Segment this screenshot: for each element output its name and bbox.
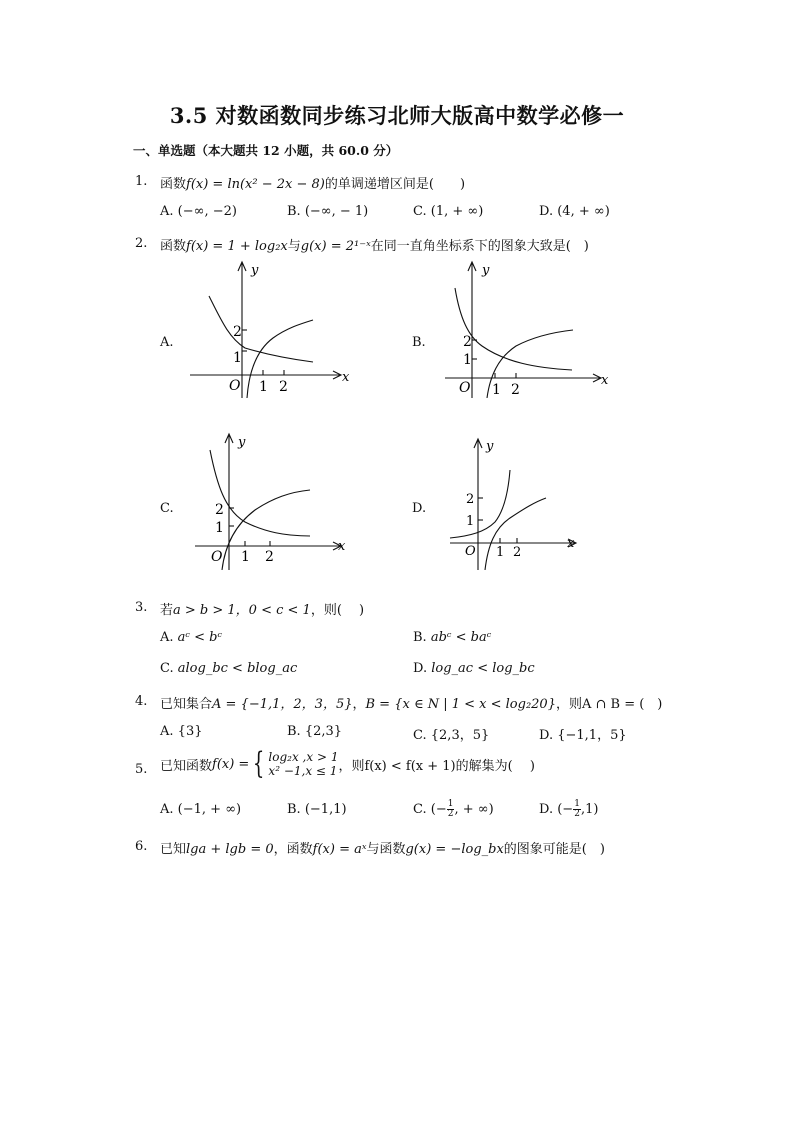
origin-label: O — [459, 380, 471, 396]
question-4-stem — [160, 693, 662, 712]
curve-g — [209, 296, 313, 362]
question-2-stem — [160, 235, 589, 254]
piecewise-case-2: x² −1,x ≤ 1 — [268, 764, 338, 778]
option-label: A. — [160, 630, 174, 645]
question-3-number: 3. — [135, 600, 148, 615]
y-tick-label-2: 2 — [466, 492, 475, 507]
section-header: 一、单选题（本大题共 12 小题，共 60.0 分） — [133, 143, 399, 158]
option-text: (−∞, − 1) — [304, 204, 369, 219]
question-3-option-d[interactable] — [413, 661, 535, 676]
origin-label: O — [211, 549, 223, 565]
axis-label-y: y — [486, 439, 494, 454]
question-2-option-b[interactable]: B. — [412, 335, 426, 350]
question-6-stem-pre: 已知 — [160, 842, 187, 857]
option-text-pre: (− — [557, 801, 574, 817]
question-6-stem-mid2: 与函数 — [366, 842, 406, 857]
question-2-function-g: g(x) = 2¹⁻ˣ — [300, 239, 371, 254]
fraction-one-half — [447, 800, 455, 819]
y-tick-label-2: 2 — [463, 334, 472, 350]
y-tick-label-1: 1 — [466, 514, 475, 529]
question-6-number: 6. — [135, 839, 148, 854]
x-tick-label-2: 2 — [511, 382, 520, 398]
option-label: B. — [287, 724, 301, 739]
axis-label-x: x — [338, 539, 346, 554]
question-3-stem-post: ，则( ) — [310, 603, 365, 618]
option-label: C. — [413, 801, 427, 817]
option-text: (−∞, −2) — [177, 204, 237, 219]
question-6-function-g: g(x) = −log_bx — [405, 842, 504, 857]
graph-a[interactable] — [185, 258, 360, 398]
piecewise-brace: { — [253, 746, 265, 781]
question-2-option-c[interactable]: C. — [160, 501, 174, 516]
axis-label-x: x — [342, 370, 350, 385]
graph-c[interactable] — [185, 430, 360, 570]
option-label: D. — [539, 204, 554, 219]
question-1-function: f(x) = ln(x² − 2x − 8) — [186, 177, 325, 192]
x-tick-label-2: 2 — [265, 549, 274, 565]
option-text: (−1, + ∞) — [177, 802, 242, 817]
question-6-stem-post: 的图象可能是( ) — [503, 842, 605, 857]
option-label: B. — [287, 204, 301, 219]
x-tick-label-2: 2 — [279, 379, 288, 395]
question-4-stem-pre: 已知集合 — [160, 697, 213, 712]
piecewise-case-1: log₂x ,x > 1 — [268, 750, 339, 764]
y-tick-label-1: 1 — [233, 350, 242, 366]
axis-label-y: y — [251, 263, 259, 278]
question-4-option-d[interactable] — [539, 724, 627, 743]
question-6-stem-mid: ，函数 — [273, 842, 313, 857]
question-5-function: f(x) = — [212, 756, 250, 772]
x-tick-label-1: 1 — [496, 545, 505, 560]
y-tick-label-2: 2 — [215, 502, 224, 518]
axis-label-y: y — [238, 435, 246, 450]
option-label: D. — [539, 728, 554, 743]
y-tick-label-1: 1 — [215, 520, 224, 536]
fraction-denominator: 2 — [447, 808, 454, 819]
graph-b[interactable] — [440, 258, 615, 398]
option-text: log_ac < log_bc — [431, 661, 535, 676]
question-4-set-b: B = {x ∈ N | 1 < x < log₂20} — [365, 697, 556, 712]
option-text: {2,3，5} — [430, 728, 490, 743]
option-text-post: ,1) — [580, 801, 599, 817]
question-1-option-a[interactable] — [160, 204, 237, 219]
question-4-stem-post: ，则A ∩ B = ( ) — [555, 697, 663, 712]
question-5-number: 5. — [135, 762, 148, 777]
question-5-option-a[interactable] — [160, 802, 241, 817]
fraction-numerator: 1 — [447, 798, 454, 809]
option-text: (1, + ∞) — [430, 204, 484, 219]
option-label: C. — [160, 661, 174, 676]
origin-label: O — [465, 544, 476, 559]
origin-label: O — [229, 378, 241, 394]
question-2-option-a[interactable]: A. — [160, 335, 174, 350]
option-text-post: , + ∞) — [454, 801, 494, 817]
question-4-option-b[interactable] — [287, 724, 342, 739]
x-tick-label-1: 1 — [259, 379, 268, 395]
question-5-option-d[interactable] — [539, 797, 598, 821]
question-4-set-a: A = {−1,1，2，3，5} — [212, 697, 353, 712]
question-6-condition: lga + lgb = 0 — [186, 842, 274, 857]
option-label: C. — [413, 728, 427, 743]
page-title: 3.5 对数函数同步练习北师大版高中数学必修一 — [169, 103, 625, 128]
fraction-denominator: 2 — [574, 808, 580, 819]
curve-f-exp — [450, 470, 510, 538]
option-label: C. — [413, 204, 427, 219]
axis-label-x: x — [601, 373, 609, 388]
question-2-number: 2. — [135, 236, 148, 251]
question-1-option-d[interactable] — [539, 204, 610, 219]
axis-label-x: x — [567, 536, 575, 551]
question-3-option-a[interactable] — [160, 630, 222, 645]
question-2-function-f: f(x) = 1 + log₂x — [186, 239, 288, 254]
question-2-stem-pre: 函数 — [160, 239, 187, 254]
question-3-option-c[interactable] — [160, 661, 297, 676]
question-3-condition: a > b > 1，0 < c < 1 — [173, 603, 311, 618]
x-tick-label-1: 1 — [492, 382, 501, 398]
fraction-numerator: 1 — [574, 798, 580, 809]
question-4-stem-sep: ， — [352, 697, 366, 712]
x-tick-label-2: 2 — [513, 545, 522, 560]
question-6-stem — [160, 838, 605, 857]
option-text: (−1,1) — [304, 802, 347, 817]
question-6-function-f: f(x) = aˣ — [312, 842, 367, 857]
option-text: {3} — [177, 724, 203, 739]
option-label: D. — [413, 661, 428, 676]
question-1-option-c[interactable] — [413, 204, 483, 219]
piecewise-cases — [268, 750, 338, 778]
question-2-stem-post: 在同一直角坐标系下的图象大致是( ) — [370, 239, 589, 254]
option-text-pre: (− — [430, 801, 447, 817]
question-3-option-b[interactable] — [413, 630, 491, 645]
question-4-option-a[interactable] — [160, 724, 203, 739]
x-tick-label-1: 1 — [241, 549, 250, 565]
question-1-number: 1. — [135, 174, 148, 189]
question-4-option-c[interactable] — [413, 724, 489, 743]
question-5-stem-pre: 已知函数 — [160, 758, 213, 774]
question-5-stem-post: ，则f(x) < f(x + 1)的解集为( ) — [338, 758, 535, 774]
option-text: {2,3} — [304, 724, 343, 739]
option-label: D. — [539, 801, 554, 817]
y-tick-label-1: 1 — [463, 352, 472, 368]
y-tick-label-2: 2 — [233, 324, 242, 340]
question-2-stem-mid: 与 — [287, 239, 301, 254]
option-text: {−1,1，5} — [557, 728, 627, 743]
option-label: B. — [413, 630, 427, 645]
option-text: abᶜ < baᶜ — [430, 630, 492, 645]
option-label: A. — [160, 724, 174, 739]
question-1-stem-post: 的单调递增区间是( ) — [324, 177, 466, 192]
option-text: alog_bc < blog_ac — [177, 661, 298, 676]
question-1-option-b[interactable] — [287, 204, 368, 219]
option-text: (4, + ∞) — [557, 204, 610, 219]
graph-d[interactable] — [440, 430, 600, 570]
axis-label-y: y — [482, 263, 490, 278]
question-3-stem-pre: 若 — [160, 603, 174, 618]
fraction-one-half — [573, 800, 581, 819]
option-text: aᶜ < bᶜ — [177, 630, 223, 645]
option-label: B. — [287, 802, 301, 817]
question-5-option-c[interactable] — [413, 797, 494, 821]
question-2-option-d[interactable]: D. — [412, 501, 427, 516]
option-label: A. — [160, 204, 174, 219]
option-label: A. — [160, 802, 174, 817]
question-5-stem — [160, 746, 535, 782]
question-3-stem — [160, 599, 364, 618]
question-5-option-b[interactable] — [287, 802, 347, 817]
question-4-number: 4. — [135, 694, 148, 709]
question-1-stem-pre: 函数 — [160, 177, 187, 192]
question-1-stem — [160, 173, 465, 192]
